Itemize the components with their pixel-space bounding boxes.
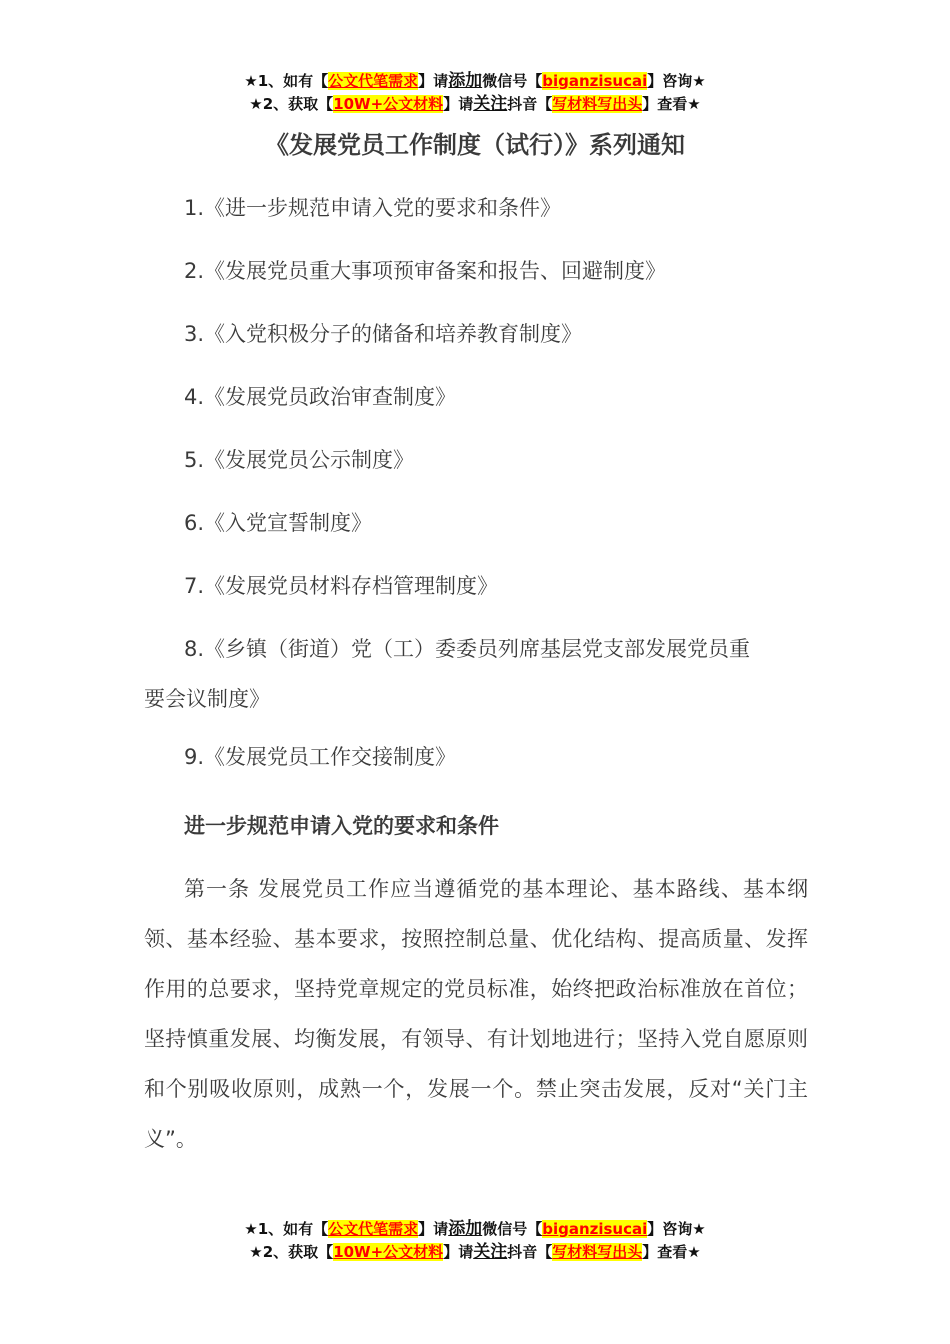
promo-text: 微信号【 bbox=[482, 1220, 543, 1238]
notice-list bbox=[144, 188, 824, 800]
promo-banner-top bbox=[0, 70, 950, 116]
promo-highlight-douyin: 写材料写出头 bbox=[552, 95, 643, 113]
promo-emphasis-follow: 关注 bbox=[473, 94, 508, 114]
list-item: 4.《发展党员政治审查制度》 bbox=[184, 385, 457, 409]
list-item-text: 8.《乡镇（街道）党（工）委委员列席基层党支部发展党员重 bbox=[184, 637, 751, 661]
list-item: 7.《发展党员材料存档管理制度》 bbox=[184, 574, 499, 598]
promo-text: 】请 bbox=[443, 1243, 474, 1261]
promo-highlight-service: 公文代笔需求 bbox=[328, 1220, 419, 1238]
promo-text: ★2、获取【 bbox=[249, 95, 334, 113]
document-title: 《发展党员工作制度（试行）》系列通知 bbox=[265, 131, 685, 159]
list-item: 1.《进一步规范申请入党的要求和条件》 bbox=[184, 196, 562, 220]
promo-highlight-service: 公文代笔需求 bbox=[328, 72, 419, 90]
promo-line-2 bbox=[0, 93, 950, 116]
promo-text: 微信号【 bbox=[482, 72, 543, 90]
list-item bbox=[144, 624, 824, 724]
list-item: 6.《入党宣誓制度》 bbox=[184, 511, 373, 535]
list-item: 5.《发展党员公示制度》 bbox=[184, 448, 415, 472]
promo-emphasis-follow: 关注 bbox=[473, 1242, 508, 1262]
promo-text: 】请 bbox=[418, 1220, 449, 1238]
promo-text: 】咨询★ bbox=[647, 72, 706, 90]
promo-text: ★1、如有【 bbox=[244, 1220, 329, 1238]
section-heading: 进一步规范申请入党的要求和条件 bbox=[184, 814, 499, 838]
promo-text: 】请 bbox=[418, 72, 449, 90]
promo-highlight-materials: 10W+公文材料 bbox=[333, 1243, 444, 1261]
promo-text: 抖音【 bbox=[507, 1243, 553, 1261]
promo-highlight-wechat-id: biganzisucai bbox=[542, 1220, 648, 1238]
promo-emphasis-add: 添加 bbox=[448, 1219, 483, 1239]
promo-text: ★1、如有【 bbox=[244, 72, 329, 90]
promo-text: 】咨询★ bbox=[647, 1220, 706, 1238]
list-item: 3.《入党积极分子的储备和培养教育制度》 bbox=[184, 322, 583, 346]
promo-highlight-wechat-id: biganzisucai bbox=[542, 72, 648, 90]
promo-highlight-douyin: 写材料写出头 bbox=[552, 1243, 643, 1261]
list-item: 2.《发展党员重大事项预审备案和报告、回避制度》 bbox=[184, 259, 667, 283]
promo-line-1 bbox=[0, 1218, 950, 1241]
promo-text: 抖音【 bbox=[507, 95, 553, 113]
promo-highlight-materials: 10W+公文材料 bbox=[333, 95, 444, 113]
promo-text: 】查看★ bbox=[642, 95, 701, 113]
promo-line-1 bbox=[0, 70, 950, 93]
article-paragraph: 第一条 发展党员工作应当遵循党的基本理论、基本路线、基本纲领、基本经验、基本要求，按照控制总量、优化结构、提高质量、发挥作用的总要求，坚持党章规定的党员标准，始终把政治标准放在首位；坚持慎重发展、均衡发展，有领导、有计划地进行；坚持入党自愿原则和个别吸收原则，成熟一个，发展一个。禁止突击发展，反对“关门主义”。 bbox=[144, 877, 808, 1151]
promo-banner-bottom bbox=[0, 1218, 950, 1264]
promo-line-2 bbox=[0, 1241, 950, 1264]
promo-text: 】请 bbox=[443, 95, 474, 113]
promo-emphasis-add: 添加 bbox=[448, 71, 483, 91]
promo-text: 】查看★ bbox=[642, 1243, 701, 1261]
list-item: 9.《发展党员工作交接制度》 bbox=[184, 745, 457, 769]
list-item-continuation: 要会议制度》 bbox=[144, 687, 270, 711]
promo-text: ★2、获取【 bbox=[249, 1243, 334, 1261]
